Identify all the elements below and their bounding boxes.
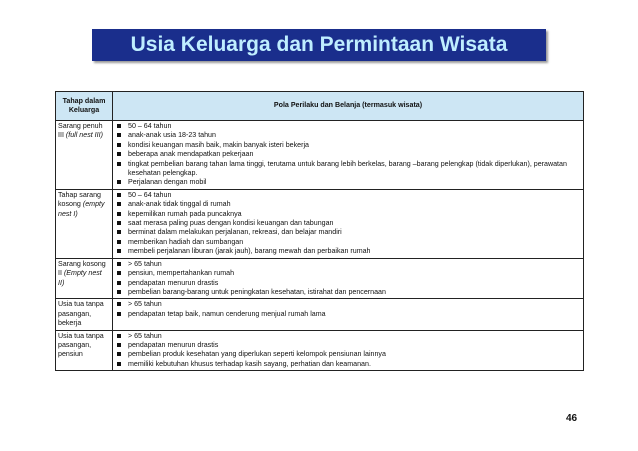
list-item-text: anak-anak tidak tinggal di rumah [128,200,231,209]
table-row [56,299,584,330]
square-bullet-icon [117,334,121,338]
list-item [115,200,581,209]
list-item-text: pendapatan menurun drastis [128,278,219,287]
list-item-text: pembelian barang-barang untuk peningkatan kesehatan, istirahat dan pencernaan [128,287,386,296]
list-item [115,178,581,187]
list-item [115,141,581,150]
header-behavior: Pola Perilaku dan Belanja (termasuk wisata) [113,92,584,121]
list-item-text: kepemilikan rumah pada puncaknya [128,209,242,218]
square-bullet-icon [117,240,121,244]
stage-label: Usia tua tanpa pasangan, bekerja [58,300,104,328]
square-bullet-icon [117,202,121,206]
behavior-list [115,332,581,370]
stage-cell [56,121,113,190]
list-item-text: 50 – 64 tahun [128,190,172,199]
list-item-text: > 65 tahun [128,331,162,340]
behavior-list [115,300,581,319]
square-bullet-icon [117,281,121,285]
list-item [115,279,581,288]
list-item-text: pembelian produk kesehatan yang diperlukan seperti kelompok pensiunan lainnya [128,350,386,359]
list-item [115,332,581,341]
list-item-text: pendapatan menurun drastis [128,340,219,349]
list-item [115,260,581,269]
square-bullet-icon [117,221,121,225]
list-item-text: saat merasa paling puas dengan kondisi keuangan dan tabungan [128,219,334,228]
stage-cell [56,258,113,299]
list-item [115,238,581,247]
square-bullet-icon [117,212,121,216]
list-item [115,360,581,369]
stage-cell [56,189,113,258]
list-item [115,288,581,297]
square-bullet-icon [117,249,121,253]
list-item-text: berminat dalam melakukan perjalanan, rekreasi, dan belajar mandiri [128,228,342,237]
table-header-row [56,92,584,121]
list-item [115,269,581,278]
list-item-text: pendapatan tetap baik, namun cenderung menjual rumah lama [128,309,326,318]
square-bullet-icon [117,143,121,147]
square-bullet-icon [117,302,121,306]
page-number: 46 [566,413,578,424]
family-stage-table [55,91,584,371]
list-item [115,219,581,228]
behavior-cell [113,189,584,258]
behavior-list [115,260,581,298]
square-bullet-icon [117,230,121,234]
list-item-text: > 65 tahun [128,300,162,309]
stage-label: Sarang penuh III [58,122,103,140]
list-item [115,350,581,359]
table-row [56,258,584,299]
list-item [115,210,581,219]
list-item-text: kondisi keuangan masih baik, makin banyak isteri bekerja [128,140,309,149]
square-bullet-icon [117,362,121,366]
list-item [115,131,581,140]
stage-note: (empty nest I) [58,200,105,218]
square-bullet-icon [117,352,121,356]
stage-label: Tahap sarang kosong [58,190,101,209]
stage-label: Usia tua tanpa pasangan, pensiun [58,331,104,359]
list-item-text: 50 – 64 tahun [128,122,172,130]
square-bullet-icon [117,162,121,166]
list-item [115,122,581,131]
square-bullet-icon [117,180,121,184]
square-bullet-icon [117,152,121,156]
table-row [56,330,584,371]
behavior-list [115,191,581,257]
list-item [115,228,581,237]
behavior-cell [113,299,584,330]
square-bullet-icon [117,343,121,347]
list-item [115,160,581,179]
stage-note: (full nest III) [65,131,103,140]
table-row [56,121,584,190]
square-bullet-icon [117,193,121,197]
list-item [115,300,581,309]
stage-label: Sarang kosong II [58,259,106,278]
stage-cell [56,330,113,371]
list-item [115,191,581,200]
stage-note: (Empty nest II) [58,269,102,287]
list-item-text: > 65 tahun [128,259,162,268]
behavior-cell [113,330,584,371]
stage-cell [56,299,113,330]
behavior-cell [113,121,584,190]
square-bullet-icon [117,312,121,316]
list-item-text: memberikan hadiah dan sumbangan [128,237,244,246]
list-item-text: Perjalanan dengan mobil [128,178,207,187]
behavior-list [115,122,581,188]
square-bullet-icon [117,262,121,266]
header-stage: Tahap dalam Keluarga [56,92,113,121]
table-row [56,189,584,258]
square-bullet-icon [117,133,121,137]
list-item-text: pensiun, mempertahankan rumah [128,269,235,278]
slide-title: Usia Keluarga dan Permintaan Wisata [92,29,546,61]
list-item [115,341,581,350]
square-bullet-icon [117,124,121,128]
list-item [115,247,581,256]
square-bullet-icon [117,271,121,275]
list-item-text: membeli perjalanan liburan (jarak jauh), barang mewah dan perbaikan rumah [128,247,371,256]
list-item [115,310,581,319]
list-item-text: anak-anak usia 18-23 tahun [128,131,216,140]
list-item-text: beberapa anak mendapatkan pekerjaan [128,150,254,159]
behavior-cell [113,258,584,299]
square-bullet-icon [117,290,121,294]
list-item-text: tingkat pembelian barang tahan lama tinggi, terutama untuk barang lebih berkelas, barang –barang pelengkap (tidak diperlukan), perawatan kesehatan pelengkap. [128,159,567,178]
list-item [115,150,581,159]
list-item-text: memiliki kebutuhan khusus terhadap kasih sayang, perhatian dan keamanan. [128,359,371,368]
